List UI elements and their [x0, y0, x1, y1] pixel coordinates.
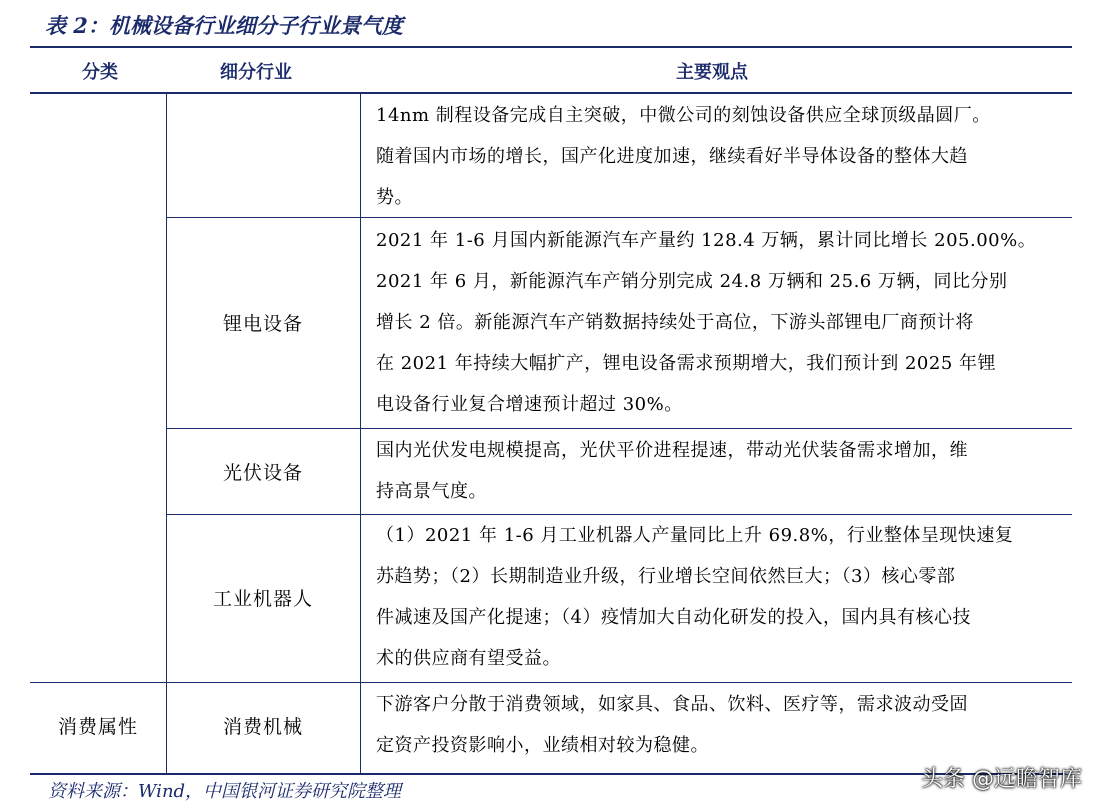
table-row [376, 515, 1013, 679]
table-row [376, 95, 991, 218]
subindustry-label: 消费机械 [222, 716, 303, 738]
row-divider [166, 428, 1072, 429]
viewpoint-line: 在 2021 年持续大幅扩产，锂电设备需求预期增大，我们预计到 2025 年锂 [376, 353, 997, 374]
table-row [376, 430, 968, 512]
viewpoint-line: 术的供应商有望受益。 [376, 648, 561, 669]
viewpoint-line: 下游客户分散于消费领域，如家具、食品、饮料、医疗等，需求波动受固 [376, 694, 968, 715]
table-bottom-rule [30, 773, 1072, 775]
source-note: 资料来源：Wind，中国银河证券研究院整理 [48, 781, 402, 802]
header-subindustry: 细分行业 [220, 62, 292, 83]
subindustry-label: 光伏设备 [222, 462, 303, 484]
table-header-rule [30, 92, 1072, 94]
header-viewpoint: 主要观点 [676, 62, 748, 83]
viewpoint-line: 2021 年 6 月，新能源汽车产销分别完成 24.8 万辆和 25.6 万辆，同比分别 [376, 271, 1008, 292]
viewpoint-line: 电设备行业复合增速预计超过 30%。 [376, 394, 683, 415]
column-divider-1 [166, 94, 167, 774]
watermark: 头条 @远瞻智库 [921, 767, 1082, 792]
viewpoint-line: 持高景气度。 [376, 481, 487, 502]
column-divider-2 [360, 94, 361, 774]
header-category: 分类 [82, 62, 118, 83]
table-row [376, 220, 1036, 425]
viewpoint-line: （1）2021 年 1-6 月工业机器人产量同比上升 69.8%，行业整体呈现快速复 [376, 525, 1014, 546]
viewpoint-line: 2021 年 1-6 月国内新能源汽车产量约 128.4 万辆，累计同比增长 205.00%。 [376, 230, 1037, 251]
row-divider [30, 682, 1072, 683]
table-row [376, 684, 968, 766]
category-label: 消费属性 [57, 716, 138, 738]
subindustry-label: 工业机器人 [212, 588, 313, 610]
viewpoint-line: 定资产投资影响小，业绩相对较为稳健。 [376, 735, 709, 756]
table-header [30, 48, 1072, 92]
viewpoint-line: 14nm 制程设备完成自主突破，中微公司的刻蚀设备供应全球顶级晶圆厂。 [376, 105, 991, 126]
viewpoint-line: 苏趋势；（2）长期制造业升级，行业增长空间依然巨大；（3）核心零部 [376, 566, 956, 587]
table-title: 表 2：机械设备行业细分子行业景气度 [45, 13, 403, 38]
viewpoint-line: 势。 [376, 187, 413, 208]
viewpoint-line: 件减速及国产化提速；（4）疫情加大自动化研发的投入，国内具有核心技 [376, 607, 971, 628]
viewpoint-line: 随着国内市场的增长，国产化进度加速，继续看好半导体设备的整体大趋 [376, 146, 968, 167]
viewpoint-line: 增长 2 倍。新能源汽车产销数据持续处于高位，下游头部锂电厂商预计将 [376, 312, 974, 333]
subindustry-label: 锂电设备 [222, 313, 303, 335]
viewpoint-line: 国内光伏发电规模提高，光伏平价进程提速，带动光伏装备需求增加，维 [376, 440, 968, 461]
